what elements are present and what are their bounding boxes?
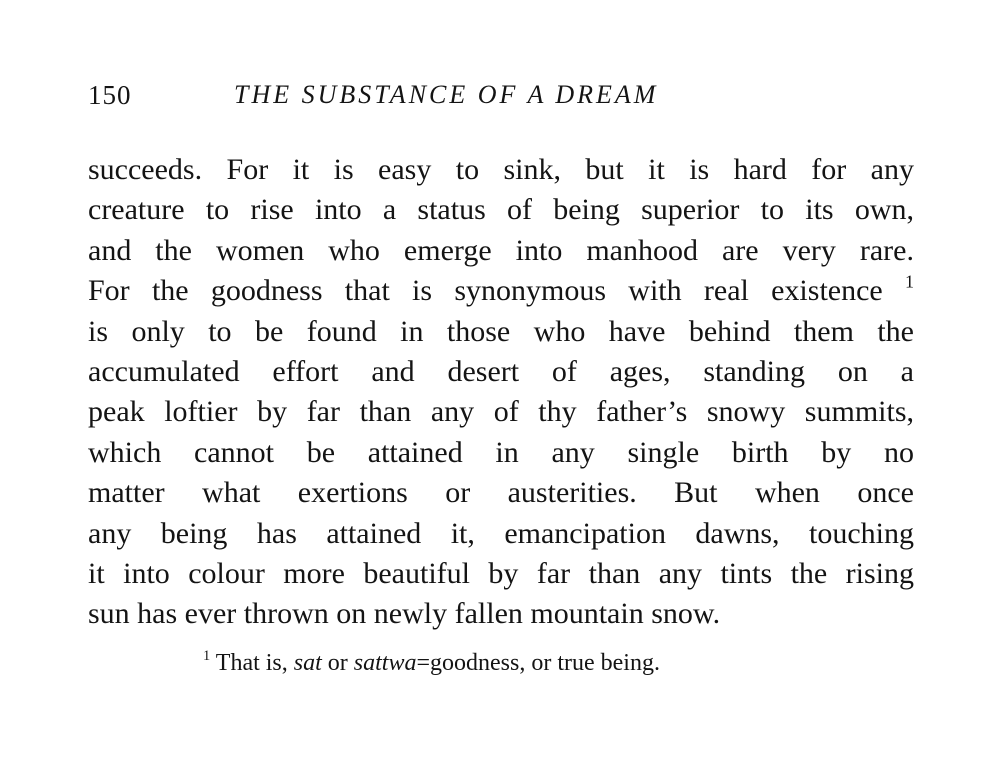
text-line-content: For the goodness that is synonymous with real existence <box>88 274 883 308</box>
footnote-text: That is, <box>215 650 288 676</box>
footnote-term: sat <box>293 650 322 676</box>
text-line: succeeds. For it is easy to sink, but it is hard for any <box>88 153 914 186</box>
text-line: creature to rise into a status of being superior to its own, <box>88 193 914 227</box>
text-line: and the women who emerge into manhood are very rare. <box>88 233 914 267</box>
text-line: any being has attained it, emancipation dawns, touching <box>88 516 914 550</box>
footnote-term: sattwa <box>353 650 417 676</box>
footnote-marker: 1 <box>203 647 211 664</box>
footnote-reference: 1 <box>905 271 914 292</box>
text-line: which cannot be attained in any single birth by no <box>88 435 914 469</box>
text-line: accumulated effort and desert of ages, standing on a <box>88 354 914 388</box>
text-line: sun has ever thrown on newly fallen mountain snow. <box>88 597 721 631</box>
page-number: 150 <box>88 80 132 110</box>
text-line-with-note <box>88 271 914 311</box>
footnote-text: or <box>327 650 348 676</box>
footnote <box>203 646 823 680</box>
running-title: THE SUBSTANCE OF A DREAM <box>234 80 659 109</box>
running-head <box>88 80 918 116</box>
text-line: peak loftier by far than any of thy father’s snowy summits, <box>88 395 914 429</box>
footnote-text: =goodness, or true being. <box>416 650 660 676</box>
text-line: matter what exertions or austerities. But when once <box>88 476 914 510</box>
body-text <box>88 150 914 635</box>
text-line: is only to be found in those who have behind them the <box>88 314 914 348</box>
text-line: it into colour more beautiful by far than any tints the rising <box>88 556 914 590</box>
